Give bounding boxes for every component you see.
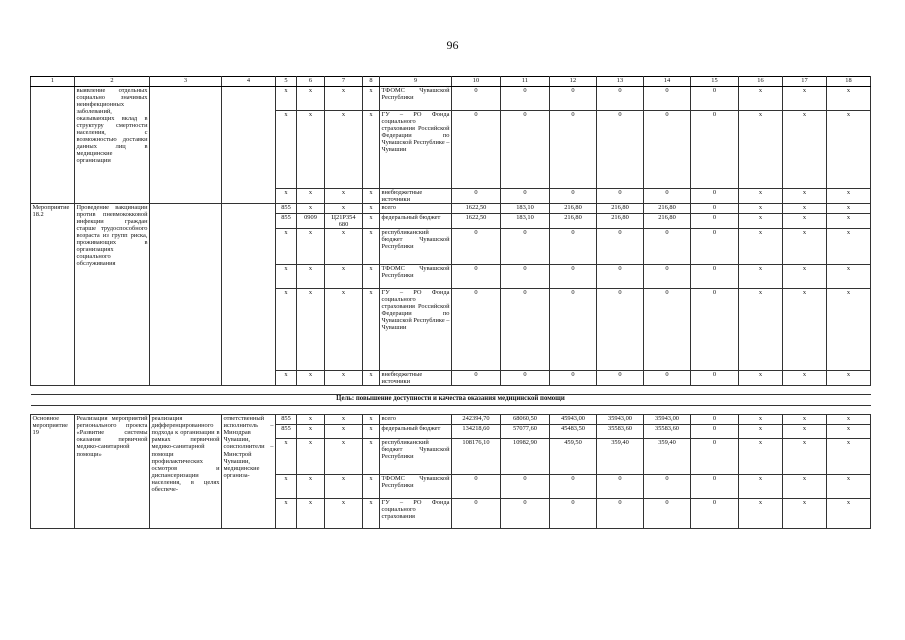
cell-c11: 0 — [501, 189, 550, 204]
cell-c15: 0 — [691, 204, 739, 214]
cell-c12: 0 — [550, 111, 597, 189]
header-col-15: 15 — [691, 77, 739, 87]
cell-c9: всего — [380, 204, 452, 214]
cell-c8: x — [363, 425, 380, 439]
cell-c15: 0 — [691, 111, 739, 189]
spacer-row — [31, 386, 871, 395]
cell-c11: 0 — [501, 289, 550, 371]
cell-c18: x — [827, 371, 871, 386]
cell-c11: 0 — [501, 475, 550, 499]
cell-c8: x — [363, 214, 380, 229]
cell-c16: x — [739, 265, 783, 289]
cell-c7: x — [325, 425, 363, 439]
cell-c17: x — [783, 229, 827, 265]
cell-c6: 0909 — [297, 214, 325, 229]
cell-c16: x — [739, 204, 783, 214]
cell-c5: x — [276, 111, 297, 189]
cell-c18: x — [827, 87, 871, 111]
cell-c13: 216,80 — [597, 214, 644, 229]
cell-c13: 35943,00 — [597, 415, 644, 425]
table-row — [31, 204, 871, 214]
cell-c16: x — [739, 415, 783, 425]
cell-c6: x — [297, 499, 325, 529]
cell-c11: 0 — [501, 265, 550, 289]
cell-c15: 0 — [691, 415, 739, 425]
cell-c8: x — [363, 229, 380, 265]
header-col-2: 2 — [75, 77, 150, 87]
header-col-11: 11 — [501, 77, 550, 87]
cell-c13: 0 — [597, 189, 644, 204]
cell-c7: x — [325, 189, 363, 204]
cell-c13: 0 — [597, 111, 644, 189]
cell-c5: x — [276, 87, 297, 111]
cell-c10: 0 — [452, 265, 501, 289]
cell-c7: x — [325, 371, 363, 386]
cell-c18: x — [827, 111, 871, 189]
cell-c17: x — [783, 425, 827, 439]
cell-c7: x — [325, 204, 363, 214]
cell-c12: 216,80 — [550, 204, 597, 214]
cell-c13: 0 — [597, 289, 644, 371]
cell-c13: 216,80 — [597, 204, 644, 214]
cell-c14: 35943,00 — [644, 415, 691, 425]
spacer-cell — [31, 406, 871, 415]
cell-c5: x — [276, 499, 297, 529]
block3-col1: Основное мероприятие 19 — [31, 415, 75, 529]
cell-c15: 0 — [691, 214, 739, 229]
cell-c18: x — [827, 439, 871, 475]
cell-c5: x — [276, 439, 297, 475]
cell-c9: ТФОМС Чувашской Республики — [380, 265, 452, 289]
cell-c9: внебюджетные источники — [380, 371, 452, 386]
cell-c6: x — [297, 265, 325, 289]
cell-c8: x — [363, 189, 380, 204]
cell-c10: 1622,50 — [452, 214, 501, 229]
header-col-1: 1 — [31, 77, 75, 87]
cell-c13: 0 — [597, 475, 644, 499]
cell-c17: x — [783, 475, 827, 499]
block1-col4 — [222, 87, 276, 204]
cell-c15: 0 — [691, 189, 739, 204]
cell-c12: 0 — [550, 475, 597, 499]
budget-table — [30, 76, 871, 529]
cell-c9: всего — [380, 415, 452, 425]
header-col-9: 9 — [380, 77, 452, 87]
cell-c12: 0 — [550, 265, 597, 289]
cell-c17: x — [783, 214, 827, 229]
cell-c12: 0 — [550, 499, 597, 529]
header-col-12: 12 — [550, 77, 597, 87]
header-col-13: 13 — [597, 77, 644, 87]
cell-c17: x — [783, 189, 827, 204]
cell-c11: 57077,60 — [501, 425, 550, 439]
cell-c15: 0 — [691, 475, 739, 499]
block1-col3 — [150, 87, 222, 204]
cell-c8: x — [363, 87, 380, 111]
cell-c5: 855 — [276, 214, 297, 229]
cell-c17: x — [783, 265, 827, 289]
table-row — [31, 87, 871, 111]
cell-c9: ТФОМС Чувашской Республики — [380, 87, 452, 111]
cell-c9: республиканский бюджет Чувашской Республики — [380, 229, 452, 265]
cell-c6: x — [297, 371, 325, 386]
block2-col4 — [222, 204, 276, 386]
cell-c16: x — [739, 439, 783, 475]
header-col-3: 3 — [150, 77, 222, 87]
cell-c10: 0 — [452, 87, 501, 111]
cell-c7: x — [325, 229, 363, 265]
cell-c16: x — [739, 289, 783, 371]
goal-row — [31, 395, 871, 406]
cell-c17: x — [783, 204, 827, 214]
cell-c16: x — [739, 229, 783, 265]
cell-c14: 35583,60 — [644, 425, 691, 439]
cell-c5: x — [276, 371, 297, 386]
cell-c10: 242394,70 — [452, 415, 501, 425]
cell-c16: x — [739, 111, 783, 189]
cell-c7: x — [325, 475, 363, 499]
cell-c17: x — [783, 439, 827, 475]
cell-c8: x — [363, 439, 380, 475]
cell-c6: x — [297, 475, 325, 499]
cell-c10: 0 — [452, 111, 501, 189]
header-col-7: 7 — [325, 77, 363, 87]
cell-c6: x — [297, 425, 325, 439]
cell-c18: x — [827, 229, 871, 265]
cell-c8: x — [363, 499, 380, 529]
cell-c17: x — [783, 289, 827, 371]
cell-c17: x — [783, 499, 827, 529]
cell-c14: 0 — [644, 111, 691, 189]
cell-c14: 0 — [644, 475, 691, 499]
cell-c8: x — [363, 204, 380, 214]
cell-c14: 216,80 — [644, 214, 691, 229]
header-col-10: 10 — [452, 77, 501, 87]
cell-c18: x — [827, 415, 871, 425]
cell-c6: x — [297, 289, 325, 371]
cell-c18: x — [827, 475, 871, 499]
cell-c5: x — [276, 265, 297, 289]
cell-c15: 0 — [691, 87, 739, 111]
cell-c6: x — [297, 111, 325, 189]
cell-c6: x — [297, 229, 325, 265]
cell-c12: 0 — [550, 229, 597, 265]
header-col-8: 8 — [363, 77, 380, 87]
header-col-17: 17 — [783, 77, 827, 87]
header-col-4: 4 — [222, 77, 276, 87]
spacer-cell — [31, 386, 871, 395]
cell-c12: 0 — [550, 371, 597, 386]
block3-col4: ответственный исполнитель – Минздрав Чувашии, соисполнители – Минстрой Чувашии, медицинские организа- — [222, 415, 276, 529]
cell-c11: 0 — [501, 111, 550, 189]
header-col-5: 5 — [276, 77, 297, 87]
cell-c8: x — [363, 289, 380, 371]
cell-c14: 0 — [644, 289, 691, 371]
cell-c6: x — [297, 87, 325, 111]
cell-c6: x — [297, 189, 325, 204]
cell-c11: 68060,50 — [501, 415, 550, 425]
cell-c14: 0 — [644, 87, 691, 111]
cell-c17: x — [783, 371, 827, 386]
cell-c14: 0 — [644, 499, 691, 529]
cell-c10: 108176,10 — [452, 439, 501, 475]
header-col-18: 18 — [827, 77, 871, 87]
block2-col2: Проведение вакцинации против пневмококковой инфекции граждан старше трудоспособного возраста из групп риска, проживающих в организациях социального обслуживания — [75, 204, 150, 386]
cell-c7: x — [325, 415, 363, 425]
cell-c18: x — [827, 289, 871, 371]
cell-c16: x — [739, 87, 783, 111]
block3-col3: реализация дифференцированного подхода к организации в рамках первичной медико-санитарной помощи профилактических осмотров и диспансеризации населения, в целях обеспече- — [150, 415, 222, 529]
cell-c8: x — [363, 415, 380, 425]
cell-c11: 0 — [501, 229, 550, 265]
cell-c10: 134218,60 — [452, 425, 501, 439]
cell-c16: x — [739, 189, 783, 204]
cell-c12: 45483,50 — [550, 425, 597, 439]
cell-c18: x — [827, 204, 871, 214]
cell-c15: 0 — [691, 265, 739, 289]
cell-c16: x — [739, 371, 783, 386]
cell-c16: x — [739, 475, 783, 499]
cell-c14: 0 — [644, 371, 691, 386]
cell-c12: 459,50 — [550, 439, 597, 475]
cell-c5: x — [276, 229, 297, 265]
cell-c18: x — [827, 425, 871, 439]
table-row — [31, 415, 871, 425]
cell-c11: 0 — [501, 499, 550, 529]
cell-c7: x — [325, 499, 363, 529]
cell-c15: 0 — [691, 371, 739, 386]
cell-c18: x — [827, 189, 871, 204]
cell-c12: 216,80 — [550, 214, 597, 229]
cell-c6: x — [297, 439, 325, 475]
goal-text: Цель: повышение доступности и качества оказания медицинской помощи — [31, 395, 871, 406]
cell-c7: Ц21Р354 680 — [325, 214, 363, 229]
cell-c12: 0 — [550, 87, 597, 111]
cell-c16: x — [739, 499, 783, 529]
header-col-14: 14 — [644, 77, 691, 87]
cell-c14: 0 — [644, 265, 691, 289]
cell-c8: x — [363, 475, 380, 499]
cell-c10: 0 — [452, 499, 501, 529]
cell-c15: 0 — [691, 425, 739, 439]
block2-col3 — [150, 204, 222, 386]
cell-c14: 0 — [644, 229, 691, 265]
cell-c13: 35583,60 — [597, 425, 644, 439]
cell-c15: 0 — [691, 289, 739, 371]
cell-c8: x — [363, 371, 380, 386]
cell-c18: x — [827, 214, 871, 229]
cell-c11: 183,10 — [501, 214, 550, 229]
cell-c6: x — [297, 415, 325, 425]
cell-c10: 0 — [452, 475, 501, 499]
cell-c13: 0 — [597, 265, 644, 289]
cell-c9: ТФОМС Чувашской Республики — [380, 475, 452, 499]
cell-c9: внебюджетные источники — [380, 189, 452, 204]
cell-c5: x — [276, 189, 297, 204]
cell-c11: 183,10 — [501, 204, 550, 214]
cell-c17: x — [783, 415, 827, 425]
header-col-16: 16 — [739, 77, 783, 87]
cell-c13: 0 — [597, 371, 644, 386]
cell-c7: x — [325, 439, 363, 475]
cell-c7: x — [325, 265, 363, 289]
cell-c13: 0 — [597, 229, 644, 265]
cell-c9: ГУ – РО Фонда социального страхования — [380, 499, 452, 529]
cell-c7: x — [325, 111, 363, 189]
cell-c10: 0 — [452, 229, 501, 265]
block1-col2: выявление отдельных социально значимых неинфекционных заболеваний, оказывающих вклад в структуру смертности населения, с возможностью доставки данных лиц в медицинские организации — [75, 87, 150, 204]
cell-c5: x — [276, 289, 297, 371]
cell-c14: 0 — [644, 189, 691, 204]
cell-c13: 0 — [597, 87, 644, 111]
cell-c15: 0 — [691, 229, 739, 265]
cell-c9: федеральный бюджет — [380, 425, 452, 439]
cell-c8: x — [363, 111, 380, 189]
cell-c12: 45943,00 — [550, 415, 597, 425]
cell-c5: x — [276, 475, 297, 499]
cell-c18: x — [827, 499, 871, 529]
cell-c8: x — [363, 265, 380, 289]
cell-c9: федеральный бюджет — [380, 214, 452, 229]
cell-c7: x — [325, 289, 363, 371]
cell-c12: 0 — [550, 189, 597, 204]
cell-c16: x — [739, 425, 783, 439]
cell-c11: 0 — [501, 87, 550, 111]
cell-c15: 0 — [691, 439, 739, 475]
page-number: 96 — [446, 38, 459, 52]
cell-c15: 0 — [691, 499, 739, 529]
cell-c10: 0 — [452, 289, 501, 371]
cell-c6: x — [297, 204, 325, 214]
header-col-6: 6 — [297, 77, 325, 87]
cell-c13: 359,40 — [597, 439, 644, 475]
cell-c11: 0 — [501, 371, 550, 386]
cell-c10: 1622,50 — [452, 204, 501, 214]
cell-c5: 855 — [276, 415, 297, 425]
cell-c10: 0 — [452, 189, 501, 204]
cell-c5: 855 — [276, 204, 297, 214]
cell-c14: 359,40 — [644, 439, 691, 475]
cell-c13: 0 — [597, 499, 644, 529]
cell-c5: 855 — [276, 425, 297, 439]
cell-c7: x — [325, 87, 363, 111]
cell-c9: ГУ – РО Фонда социального страхования Российской Федерации по Чувашской Республике – Чувашии — [380, 289, 452, 371]
cell-c11: 10982,90 — [501, 439, 550, 475]
cell-c9: республиканский бюджет Чувашской Республики — [380, 439, 452, 475]
header-row — [31, 77, 871, 87]
spacer-row — [31, 406, 871, 415]
cell-c17: x — [783, 87, 827, 111]
cell-c12: 0 — [550, 289, 597, 371]
block3-col2: Реализация мероприятий регионального проекта «Развитие системы оказания первичной медико-санитарной помощи» — [75, 415, 150, 529]
cell-c17: x — [783, 111, 827, 189]
cell-c10: 0 — [452, 371, 501, 386]
cell-c9: ГУ – РО Фонда социального страхования Российской Федерации по Чувашской Республике – Чувашии — [380, 111, 452, 189]
cell-c18: x — [827, 265, 871, 289]
cell-c14: 216,80 — [644, 204, 691, 214]
block2-col1: Мероприятие 18.2 — [31, 204, 75, 386]
block1-col1 — [31, 87, 75, 204]
cell-c16: x — [739, 214, 783, 229]
